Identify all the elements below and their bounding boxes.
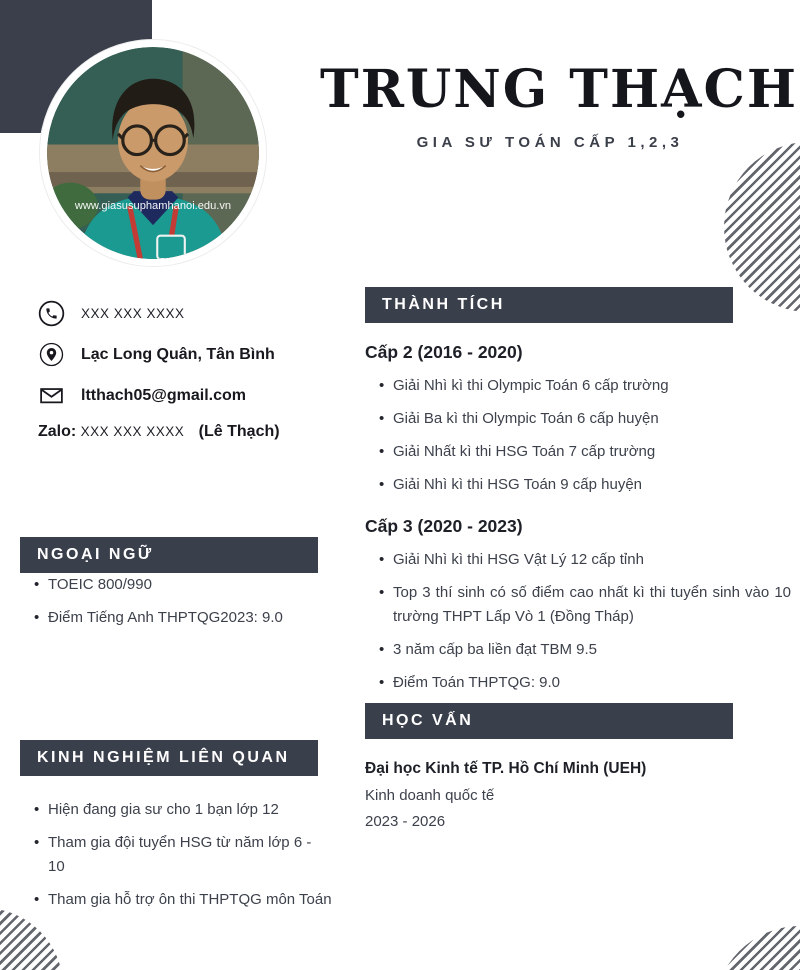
phone-icon — [38, 300, 65, 327]
languages-heading: NGOẠI NGỮ — [20, 537, 318, 573]
achievements-list-cap2 — [365, 374, 791, 497]
languages-list — [20, 573, 332, 630]
header — [320, 59, 798, 151]
list-item: • 3 năm cấp ba liền đạt TBM 9.5 — [379, 638, 791, 662]
experience-section — [20, 740, 332, 921]
location-icon — [38, 341, 65, 368]
zalo-name: (Lê Thạch) — [198, 423, 280, 440]
list-item: • Giải Nhì kì thi HSG Toán 9 cấp huyện — [379, 473, 791, 497]
experience-list — [20, 798, 332, 912]
email-icon — [38, 382, 65, 409]
achievements-list-cap3 — [365, 548, 791, 695]
list-item: • Top 3 thí sinh có số điểm cao nhất kì thi tuyển sinh vào 10 trường THPT Lấp Vò 1 (Đồng Tháp) — [379, 581, 791, 629]
achievement-group-title: Cấp 3 (2020 - 2023) — [365, 516, 523, 536]
striped-circle-bottom-right — [714, 926, 800, 970]
contact-section — [38, 300, 338, 441]
list-item: • Tham gia hỗ trợ ôn thi THPTQG môn Toán — [34, 888, 332, 912]
list-item: • Tham gia đội tuyển HSG từ năm lớp 6 - 10 — [34, 831, 332, 879]
contact-address-row — [38, 341, 338, 368]
education-heading: HỌC VẤN — [365, 703, 733, 739]
education-section — [365, 703, 791, 830]
photo-watermark: www.giasusuphamhanoi.edu.vn — [74, 200, 232, 213]
list-item: • Giải Nhất kì thi HSG Toán 7 cấp trường — [379, 440, 791, 464]
page-subtitle: GIA SƯ TOÁN CẤP 1,2,3 — [416, 133, 684, 151]
zalo-label: Zalo: — [38, 423, 77, 440]
email-text: ltthach05@gmail.com — [81, 386, 246, 404]
list-item: • Giải Nhì kì thi Olympic Toán 6 cấp trường — [379, 374, 791, 398]
achievement-group-title: Cấp 2 (2016 - 2020) — [365, 342, 523, 362]
education-school: Đại học Kinh tế TP. Hồ Chí Minh (UEH) — [365, 760, 647, 777]
address-text: Lạc Long Quân, Tân Bình — [81, 345, 275, 363]
achievements-heading: THÀNH TÍCH — [365, 287, 733, 323]
list-item: • Hiện đang gia sư cho 1 bạn lớp 12 — [34, 798, 332, 822]
education-years: 2023 - 2026 — [365, 813, 446, 830]
languages-section — [20, 537, 332, 639]
achievements-section — [365, 287, 791, 704]
list-item: • Điểm Tiếng Anh THPTQG2023: 9.0 — [34, 606, 332, 630]
list-item: • Điểm Toán THPTQG: 9.0 — [379, 671, 791, 695]
list-item: • Giải Ba kì thi Olympic Toán 6 cấp huyện — [379, 407, 791, 431]
phone-number: XXX XXX XXXX — [81, 306, 185, 321]
page-title: TRUNG THẠCH — [320, 59, 798, 120]
contact-email-row — [38, 382, 338, 409]
contact-zalo-row — [38, 423, 338, 441]
list-item: • TOEIC 800/990 — [34, 573, 332, 597]
profile-photo — [40, 40, 266, 266]
education-major: Kinh doanh quốc tế — [365, 787, 495, 804]
portrait-illustration — [47, 47, 259, 259]
experience-heading: KINH NGHIỆM LIÊN QUAN — [20, 740, 318, 776]
contact-phone-row — [38, 300, 338, 327]
list-item: • Giải Nhì kì thi HSG Vật Lý 12 cấp tỉnh — [379, 548, 791, 572]
zalo-number: XXX XXX XXXX — [80, 424, 185, 439]
